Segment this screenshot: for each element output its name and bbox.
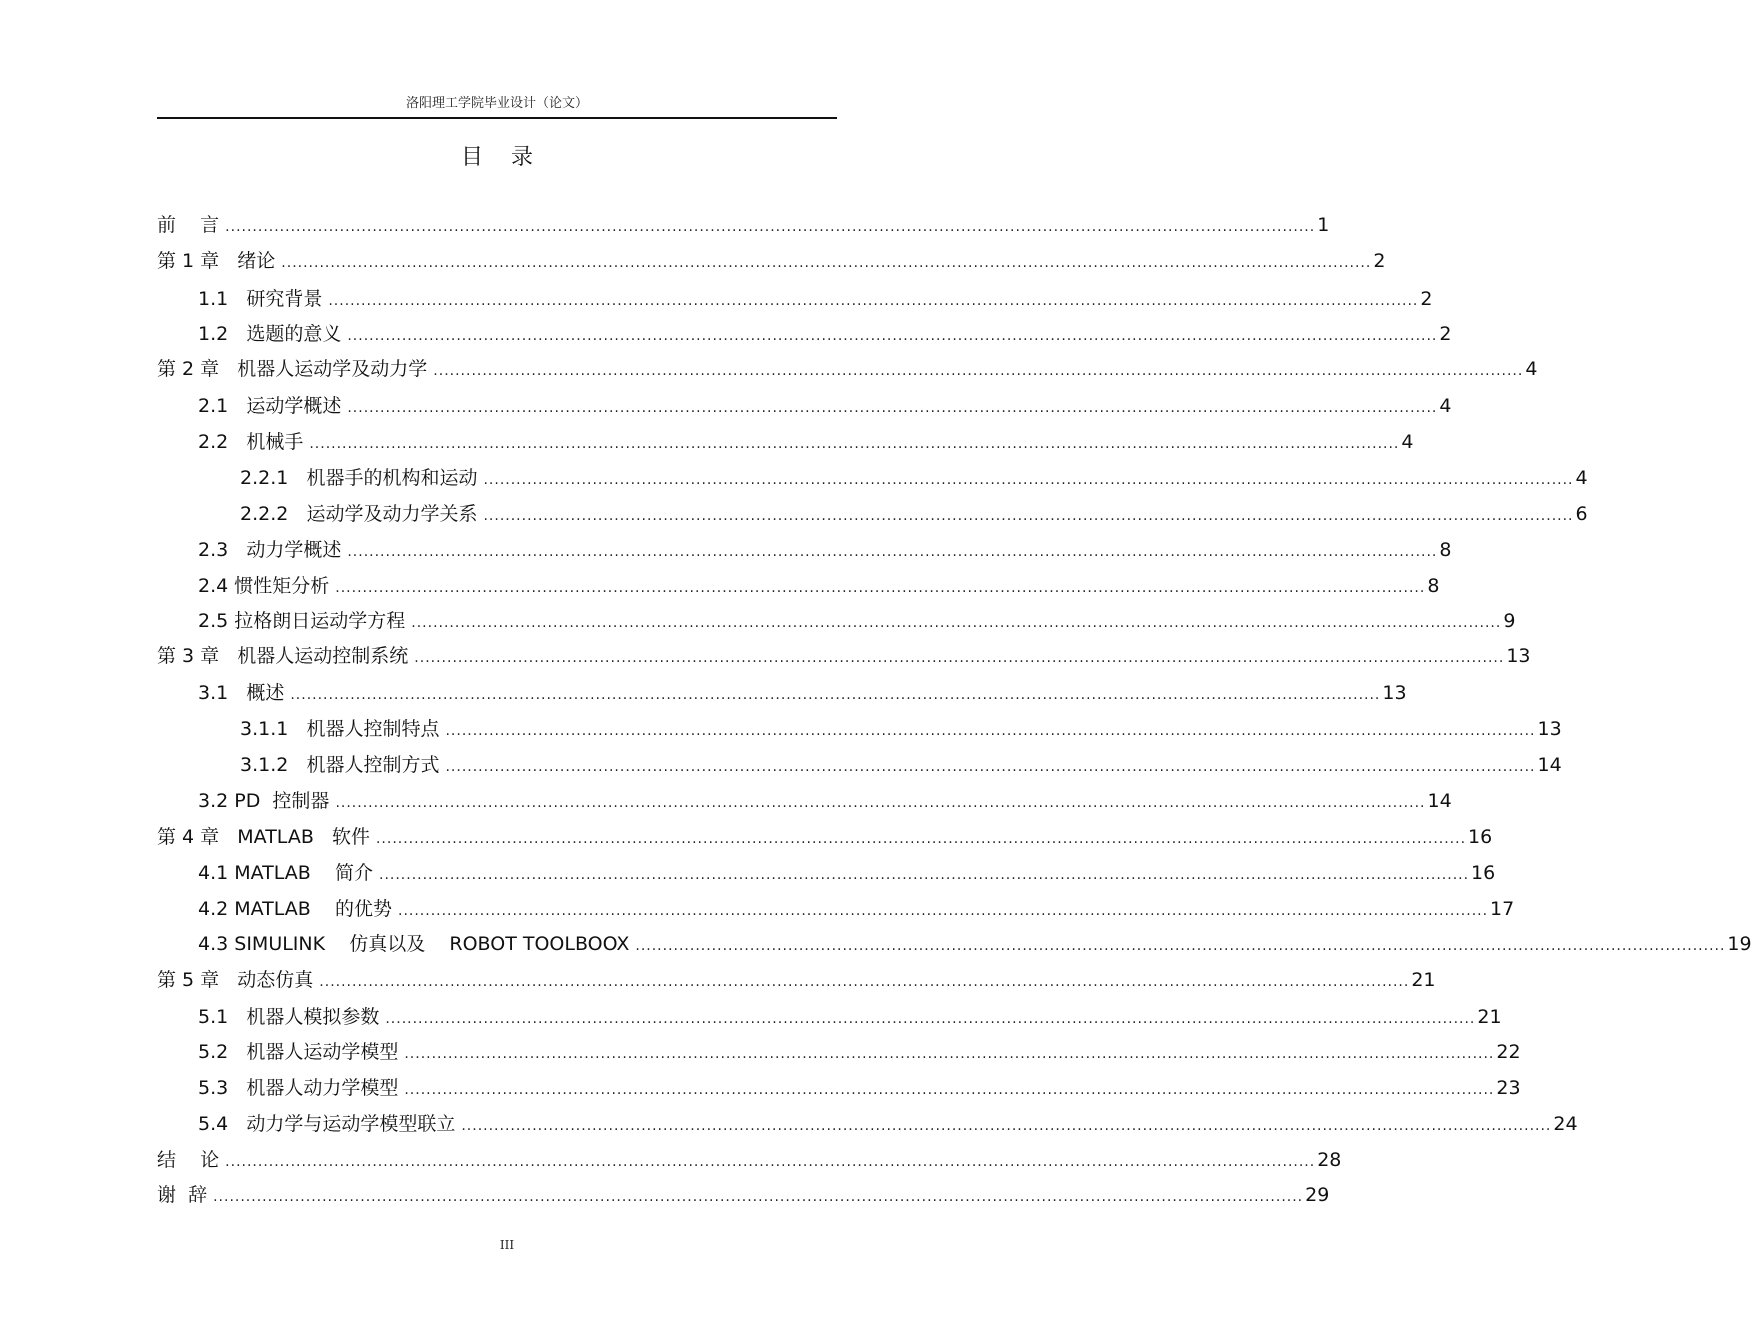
toc-entry-3-1-2[interactable]: [240, 752, 1562, 778]
toc-leader-dots: ........................................................................................................................................................................................................: [335, 795, 1426, 811]
toc-entry-label: 1.2 选题的意义: [198, 323, 342, 345]
toc-entry-label: 5.4 动力学与运动学模型联立: [198, 1113, 456, 1135]
toc-entry-page: 28: [1317, 1149, 1342, 1171]
toc-entry-2-3[interactable]: [198, 537, 1452, 563]
toc-entry-page: 21: [1477, 1006, 1502, 1028]
toc-entry-label: 5.1 机器人模拟参数: [198, 1006, 380, 1028]
toc-leader-dots: ........................................................................................................................................................................................................: [375, 831, 1467, 847]
toc-leader-dots: ........................................................................................................................................................................................................: [309, 436, 1400, 452]
toc-entry-2-2-2[interactable]: [240, 501, 1588, 527]
toc-entry-label: 2.2 机械手: [198, 431, 304, 453]
page-header: 洛阳理工学院毕业设计（论文）: [405, 96, 588, 111]
toc-entry-5-2[interactable]: [198, 1039, 1521, 1065]
toc-leader-dots: ........................................................................................................................................................................................................: [404, 1046, 1495, 1062]
toc-entry-chapter-3[interactable]: [157, 643, 1531, 669]
toc-entry-page: 1: [1317, 214, 1330, 236]
toc-entry-page: 16: [1471, 862, 1496, 884]
toc-entry-label: 1.1 研究背景: [198, 288, 323, 310]
toc-entry-page: 2: [1373, 250, 1386, 272]
toc-entry-label: 第 4 章 MATLAB 软件: [157, 826, 370, 848]
toc-leader-dots: ........................................................................................................................................................................................................: [445, 759, 1536, 775]
toc-leader-dots: ........................................................................................................................................................................................................: [347, 544, 1438, 560]
toc-entry-page: 22: [1496, 1041, 1521, 1063]
toc-entry-2-4[interactable]: [198, 573, 1440, 599]
toc-entry-label: 第 1 章 绪论: [157, 250, 276, 272]
toc-entry-page: 4: [1575, 467, 1588, 489]
toc-leader-dots: ........................................................................................................................................................................................................: [404, 1082, 1495, 1098]
toc-leader-dots: ........................................................................................................................................................................................................: [347, 328, 1438, 344]
toc-entry-1-1[interactable]: [198, 286, 1433, 312]
toc-entry-page: 21: [1411, 969, 1436, 991]
toc-entry-page: 4: [1401, 431, 1414, 453]
toc-leader-dots: ........................................................................................................................................................................................................: [411, 615, 1502, 631]
toc-entry-page: 17: [1490, 898, 1515, 920]
toc-entry-page: 23: [1496, 1077, 1521, 1099]
toc-entry-page: 14: [1427, 790, 1452, 812]
toc-entry-label: 前 言: [157, 214, 220, 236]
toc-leader-dots: ........................................................................................................................................................................................................: [635, 938, 1726, 954]
toc-leader-dots: ........................................................................................................................................................................................................: [328, 293, 1419, 309]
toc-entry-3-1[interactable]: [198, 680, 1407, 706]
toc-entry-label: 2.4 惯性矩分析: [198, 575, 330, 597]
toc-entry-page: 14: [1537, 754, 1562, 776]
toc-entry-page: 4: [1525, 358, 1538, 380]
toc-entry-label: 3.1.2 机器人控制方式: [240, 754, 440, 776]
toc-entry-2-2[interactable]: [198, 429, 1414, 455]
toc-leader-dots: ........................................................................................................................................................................................................: [225, 219, 1316, 235]
toc-leader-dots: ........................................................................................................................................................................................................: [445, 723, 1536, 739]
toc-entry-preface[interactable]: [157, 212, 1330, 238]
toc-entry-2-5[interactable]: [198, 608, 1516, 634]
toc-leader-dots: ........................................................................................................................................................................................................: [335, 580, 1426, 596]
toc-entry-3-2[interactable]: [198, 788, 1452, 814]
toc-entry-2-2-1[interactable]: [240, 465, 1588, 491]
toc-entry-page: 29: [1305, 1184, 1330, 1206]
toc-leader-dots: ........................................................................................................................................................................................................: [483, 508, 1574, 524]
toc-entry-acknowledgements[interactable]: [157, 1182, 1330, 1208]
toc-leader-dots: ........................................................................................................................................................................................................: [379, 867, 1470, 883]
toc-entry-label: 谢 辞: [157, 1184, 208, 1206]
toc-leader-dots: ........................................................................................................................................................................................................: [483, 472, 1574, 488]
toc-leader-dots: ........................................................................................................................................................................................................: [461, 1118, 1552, 1134]
toc-entry-label: 2.2.2 运动学及动力学关系: [240, 503, 478, 525]
toc-entry-chapter-5[interactable]: [157, 967, 1436, 993]
toc-entry-chapter-1[interactable]: [157, 248, 1386, 274]
toc-entry-label: 第 3 章 机器人运动控制系统: [157, 645, 409, 667]
toc-entry-page: 24: [1553, 1113, 1578, 1135]
toc-entry-label: 2.2.1 机器手的机构和运动: [240, 467, 478, 489]
toc-title: 目 录: [461, 145, 533, 170]
toc-entry-chapter-2[interactable]: [157, 356, 1538, 382]
toc-entry-label: 第 5 章 动态仿真: [157, 969, 314, 991]
toc-entry-page: 2: [1439, 323, 1452, 345]
toc-entry-5-4[interactable]: [198, 1111, 1578, 1137]
toc-entry-4-1[interactable]: [198, 860, 1496, 886]
toc-entry-label: 3.1 概述: [198, 682, 285, 704]
header-rule: [157, 117, 837, 119]
toc-leader-dots: ........................................................................................................................................................................................................: [225, 1154, 1316, 1170]
toc-entry-label: 4.3 SIMULINK 仿真以及 ROBOT TOOLBOOX: [198, 933, 630, 955]
toc-leader-dots: ........................................................................................................................................................................................................: [290, 687, 1381, 703]
toc-entry-chapter-4[interactable]: [157, 824, 1493, 850]
toc-entry-label: 3.2 PD 控制器: [198, 790, 330, 812]
toc-entry-label: 4.2 MATLAB 的优势: [198, 898, 392, 920]
toc-entry-page: 13: [1382, 682, 1407, 704]
toc-entry-conclusion[interactable]: [157, 1147, 1342, 1173]
toc-entry-label: 5.2 机器人运动学模型: [198, 1041, 399, 1063]
toc-leader-dots: ........................................................................................................................................................................................................: [319, 974, 1410, 990]
toc-leader-dots: ........................................................................................................................................................................................................: [398, 903, 1489, 919]
toc-leader-dots: ........................................................................................................................................................................................................: [347, 400, 1438, 416]
toc-entry-label: 4.1 MATLAB 简介: [198, 862, 373, 884]
toc-entry-label: 5.3 机器人动力学模型: [198, 1077, 399, 1099]
toc-leader-dots: ........................................................................................................................................................................................................: [213, 1189, 1304, 1205]
toc-entry-page: 13: [1537, 718, 1562, 740]
toc-entry-4-2[interactable]: [198, 896, 1515, 922]
toc-entry-label: 3.1.1 机器人控制特点: [240, 718, 440, 740]
toc-leader-dots: ........................................................................................................................................................................................................: [414, 650, 1505, 666]
toc-entry-page: 9: [1503, 610, 1516, 632]
toc-leader-dots: ........................................................................................................................................................................................................: [385, 1011, 1476, 1027]
toc-entry-1-2[interactable]: [198, 321, 1452, 347]
toc-entry-page: 19: [1727, 933, 1752, 955]
toc-leader-dots: ........................................................................................................................................................................................................: [281, 255, 1372, 271]
toc-entry-page: 6: [1575, 503, 1588, 525]
toc-entry-4-3[interactable]: [198, 931, 1752, 957]
toc-entry-label: 结 论: [157, 1149, 220, 1171]
toc-entry-label: 第 2 章 机器人运动学及动力学: [157, 358, 428, 380]
toc-entry-label: 2.5 拉格朗日运动学方程: [198, 610, 406, 632]
toc-entry-5-1[interactable]: [198, 1004, 1502, 1030]
toc-entry-page: 8: [1427, 575, 1440, 597]
toc-entry-3-1-1[interactable]: [240, 716, 1562, 742]
toc-entry-2-1[interactable]: [198, 393, 1452, 419]
toc-entry-page: 2: [1420, 288, 1433, 310]
toc-entry-label: 2.1 运动学概述: [198, 395, 342, 417]
page-number: III: [499, 1238, 515, 1252]
toc-leader-dots: ........................................................................................................................................................................................................: [433, 363, 1524, 379]
toc-entry-page: 4: [1439, 395, 1452, 417]
toc-entry-5-3[interactable]: [198, 1075, 1521, 1101]
toc-entry-page: 8: [1439, 539, 1452, 561]
toc-entry-page: 16: [1468, 826, 1493, 848]
toc-entry-label: 2.3 动力学概述: [198, 539, 342, 561]
toc-entry-page: 13: [1506, 645, 1531, 667]
